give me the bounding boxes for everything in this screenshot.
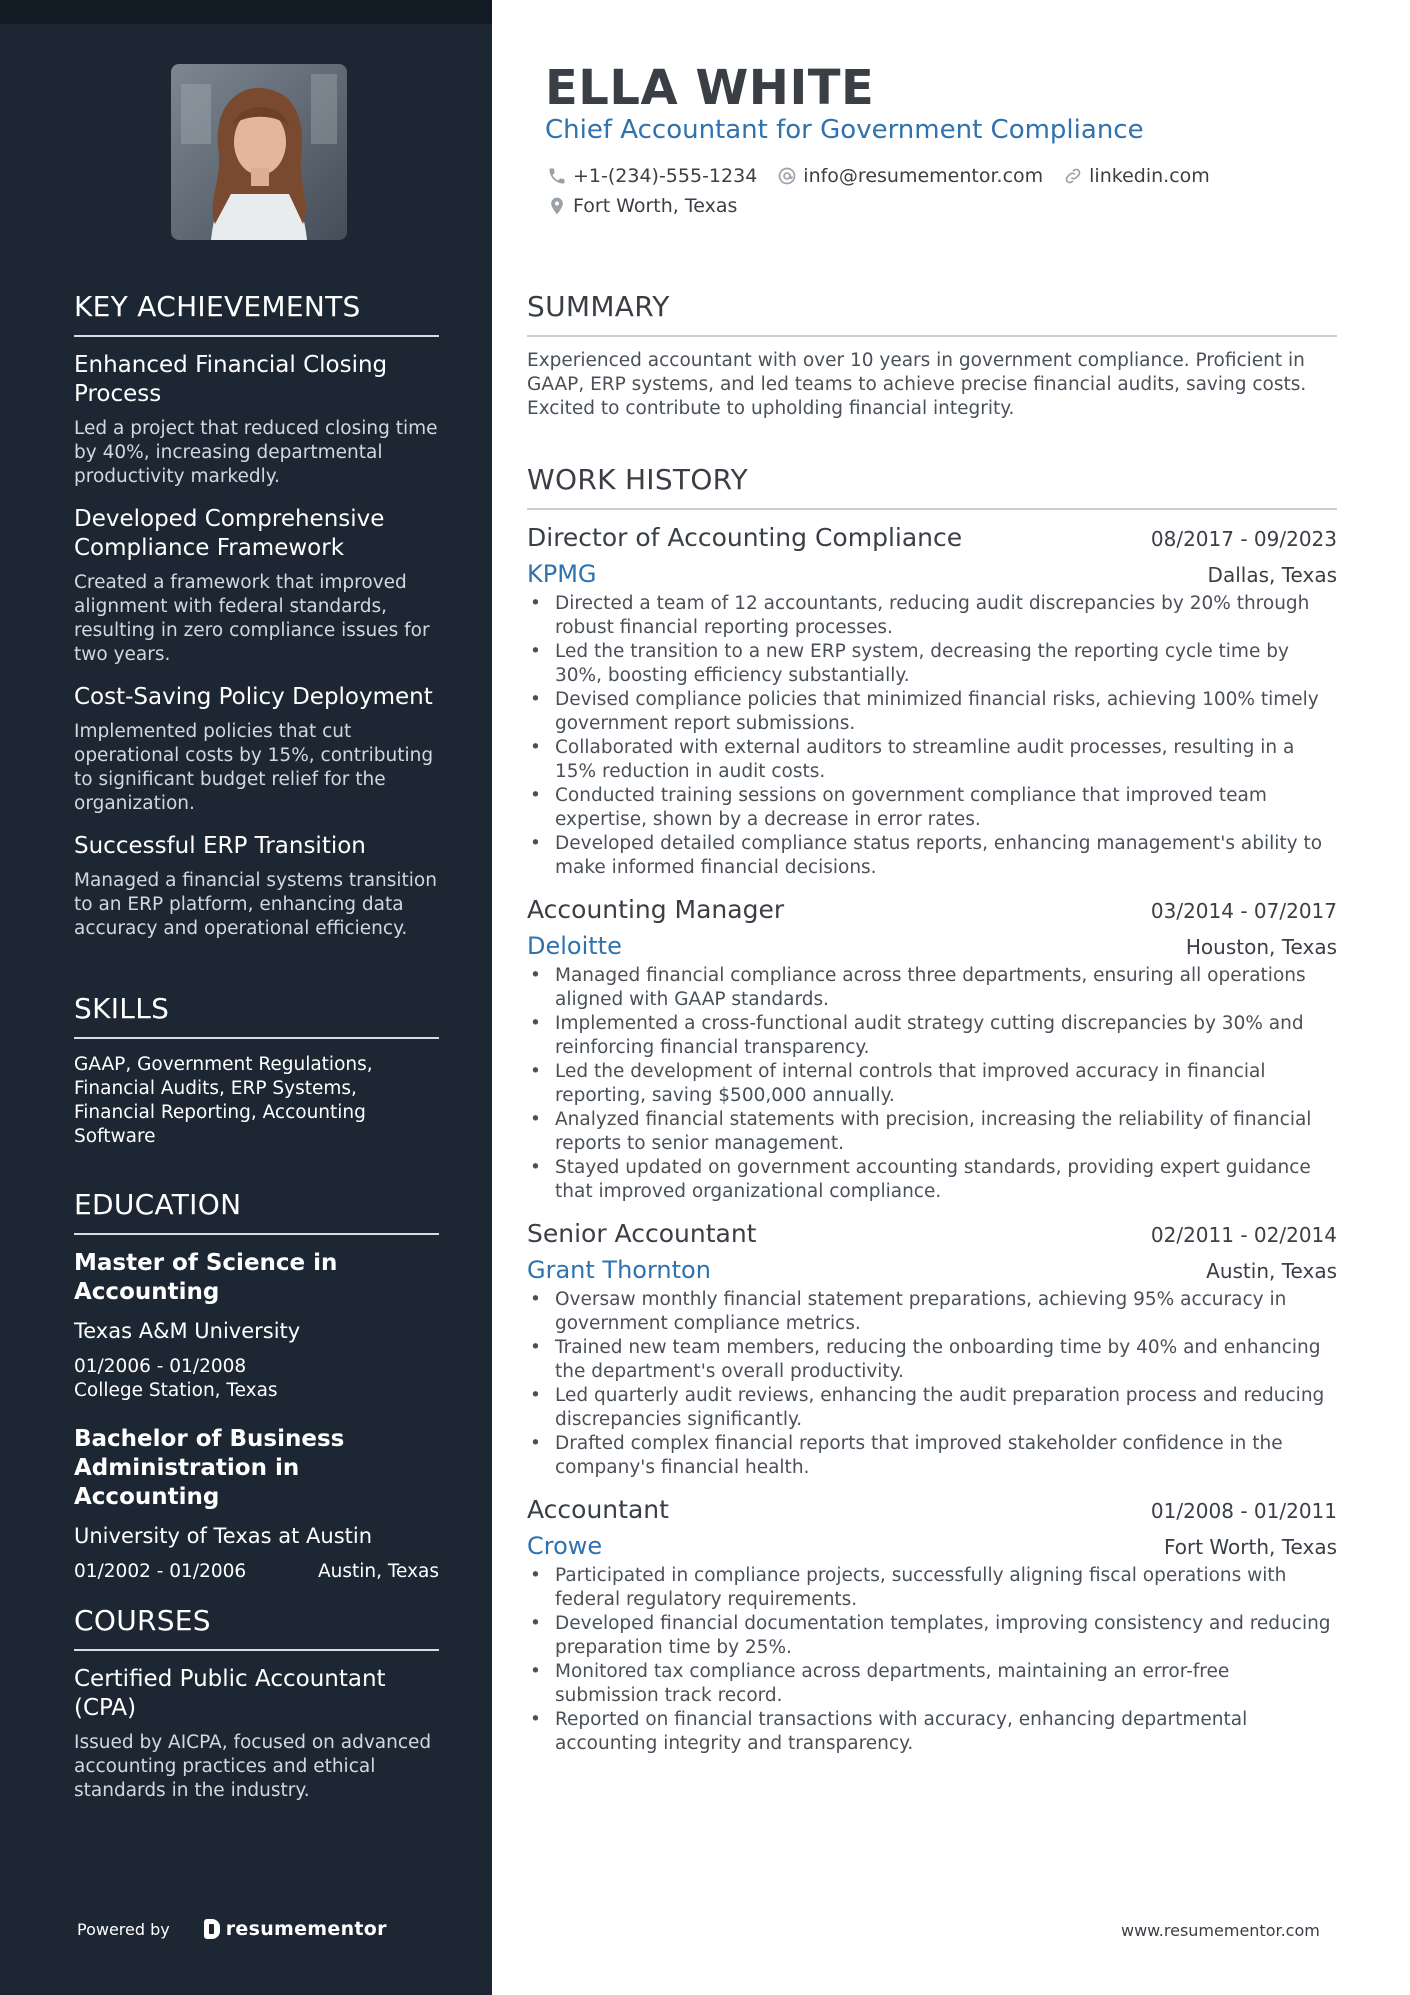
education-dates: 01/2006 - 01/2008 [74, 1356, 247, 1377]
linkedin-text: linkedin.com [1089, 165, 1210, 187]
achievement-desc: Implemented policies that cut operational costs by 15%, contributing to significant budget relief for the organization. [74, 721, 434, 814]
job-bullet: • Reported on financial transactions with accuracy, enhancing departmental accounting integrity and transparency. [527, 1708, 1337, 1756]
job-bullet: • Implemented a cross-functional audit strategy cutting discrepancies by 30% and reinforcing financial transparency. [527, 1012, 1337, 1060]
education-item [74, 1425, 439, 1584]
achievement-item [74, 505, 439, 667]
skills-section [74, 992, 439, 1149]
powered-by [77, 1918, 387, 1940]
job-bullet: • Developed financial documentation templates, improving consistency and reducing preparation time by 25%. [527, 1612, 1337, 1660]
job-location: Fort Worth, Texas [1163, 1535, 1337, 1559]
education-item [74, 1249, 439, 1403]
sidebar [0, 0, 492, 1995]
job-bullet: • Developed detailed compliance status reports, enhancing management's ability to make informed financial decisions. [527, 832, 1337, 880]
brand-name: resumementor [225, 1918, 387, 1940]
job-bullets [527, 1564, 1337, 1756]
achievement-title: Enhanced Financial Closing Process [74, 352, 388, 407]
job-title: Senior Accountant [527, 1219, 757, 1248]
footer-url[interactable]: www.resumementor.com [1121, 1921, 1320, 1940]
job-dates: 03/2014 - 07/2017 [1150, 899, 1337, 923]
contact-phone[interactable] [547, 164, 757, 188]
job-bullet: • Managed financial compliance across three departments, ensuring all operations aligned with GAAP standards. [527, 964, 1337, 1012]
job-company: Grant Thornton [527, 1256, 711, 1284]
job-bullet: • Participated in compliance projects, successfully aligning fiscal operations with federal regulatory requirements. [527, 1564, 1337, 1612]
achievement-title: Successful ERP Transition [74, 833, 366, 859]
job-bullet: • Drafted complex financial reports that improved stakeholder confidence in the company's financial health. [527, 1432, 1337, 1480]
candidate-title: Chief Accountant for Government Compliance [545, 115, 1144, 145]
course-desc: Issued by AICPA, focused on advanced accounting practices and ethical standards in the industry. [74, 1732, 432, 1801]
job-company: Deloitte [527, 932, 622, 960]
location-text: Fort Worth, Texas [573, 195, 738, 217]
achievement-desc: Created a framework that improved alignment with federal standards, resulting in zero compliance issues for two years. [74, 572, 430, 665]
work-history-section [527, 463, 1337, 1770]
job-location: Austin, Texas [1206, 1259, 1337, 1283]
skills-list: GAAP, Government Regulations, Financial Audits, ERP Systems, Financial Reporting, Accounting Software [74, 1054, 373, 1147]
job-bullet: • Devised compliance policies that minimized financial risks, achieving 100% timely government report submissions. [527, 688, 1337, 736]
job-dates: 01/2008 - 01/2011 [1150, 1499, 1337, 1523]
brand-logo[interactable] [204, 1918, 387, 1940]
course-item [74, 1665, 439, 1803]
job-entry [527, 894, 1337, 1204]
skills-heading: SKILLS [74, 992, 439, 1039]
job-entry [527, 1494, 1337, 1756]
achievements-heading: KEY ACHIEVEMENTS [74, 290, 439, 337]
education-heading: EDUCATION [74, 1188, 439, 1235]
job-bullet: • Oversaw monthly financial statement preparations, achieving 95% accuracy in government compliance metrics. [527, 1288, 1337, 1336]
education-location: Austin, Texas [317, 1561, 439, 1582]
brand-logo-icon [204, 1919, 220, 1939]
job-location: Dallas, Texas [1207, 563, 1337, 587]
link-icon [1063, 166, 1083, 186]
job-bullet: • Analyzed financial statements with precision, increasing the reliability of financial reports to senior management. [527, 1108, 1337, 1156]
education-school: University of Texas at Austin [74, 1524, 373, 1548]
summary-section [527, 290, 1337, 421]
contact-location [547, 194, 737, 218]
job-entry [527, 522, 1337, 880]
email-text: info@resumementor.com [803, 165, 1044, 187]
summary-text: Experienced accountant with over 10 years in government compliance. Proficient in GAAP, ERP systems, and led teams to achieve precise financial audits, saving costs. Excited to contribute to upholding financial integrity. [527, 350, 1307, 419]
job-bullet: • Monitored tax compliance across departments, maintaining an error-free submission track record. [527, 1660, 1337, 1708]
job-company: KPMG [527, 560, 597, 588]
job-title: Accounting Manager [527, 895, 785, 924]
education-location: College Station, Texas [74, 1380, 278, 1401]
work-history-heading: WORK HISTORY [527, 463, 1337, 510]
education-degree: Bachelor of Business Administration in Accounting [74, 1426, 345, 1510]
job-location: Houston, Texas [1185, 935, 1337, 959]
courses-section [74, 1604, 439, 1803]
education-school: Texas A&M University [74, 1319, 301, 1343]
phone-text: +1-(234)-555-1234 [573, 165, 758, 187]
contact-info [547, 164, 1327, 218]
achievement-desc: Led a project that reduced closing time by 40%, increasing departmental productivity markedly. [74, 418, 438, 487]
job-bullet: • Conducted training sessions on government compliance that improved team expertise, shown by a decrease in error rates. [527, 784, 1337, 832]
job-bullets [527, 592, 1337, 880]
achievement-title: Cost-Saving Policy Deployment [74, 684, 433, 710]
education-degree: Master of Science in Accounting [74, 1250, 338, 1305]
candidate-name: ELLA WHITE [545, 60, 875, 116]
courses-heading: COURSES [74, 1604, 439, 1651]
job-title: Accountant [527, 1495, 669, 1524]
achievement-title: Developed Comprehensive Compliance Framework [74, 506, 385, 561]
job-bullet: • Led the transition to a new ERP system, decreasing the reporting cycle time by 30%, boosting efficiency substantially. [527, 640, 1337, 688]
job-bullet: • Trained new team members, reducing the onboarding time by 40% and enhancing the department's overall productivity. [527, 1336, 1337, 1384]
job-bullet: • Led quarterly audit reviews, enhancing the audit preparation process and reducing discrepancies significantly. [527, 1384, 1337, 1432]
profile-photo [171, 64, 347, 240]
job-bullet: • Directed a team of 12 accountants, reducing audit discrepancies by 20% through robust financial reporting processes. [527, 592, 1337, 640]
sidebar-top-bar [0, 0, 492, 24]
achievement-item [74, 832, 439, 941]
job-entry [527, 1218, 1337, 1480]
job-dates: 02/2011 - 02/2014 [1150, 1223, 1337, 1247]
location-pin-icon [547, 196, 567, 216]
contact-linkedin[interactable] [1063, 164, 1210, 188]
contact-email[interactable] [777, 164, 1043, 188]
job-title: Director of Accounting Compliance [527, 523, 963, 552]
achievement-item [74, 351, 439, 489]
summary-heading: SUMMARY [527, 290, 1337, 337]
achievement-item [74, 683, 439, 816]
achievement-desc: Managed a financial systems transition to an ERP platform, enhancing data accuracy and operational efficiency. [74, 870, 437, 939]
job-bullet: • Collaborated with external auditors to streamline audit processes, resulting in a 15% reduction in audit costs. [527, 736, 1337, 784]
job-bullets [527, 964, 1337, 1204]
job-dates: 08/2017 - 09/2023 [1150, 527, 1337, 551]
education-dates: 01/2002 - 01/2006 [74, 1561, 247, 1582]
phone-icon [547, 166, 567, 186]
job-bullets [527, 1288, 1337, 1480]
achievements-section [74, 290, 439, 957]
powered-by-label: Powered by [77, 1919, 170, 1939]
job-bullet: • Led the development of internal controls that improved accuracy in financial reporting, saving $500,000 annually. [527, 1060, 1337, 1108]
at-icon [777, 166, 797, 186]
job-bullet: • Stayed updated on government accounting standards, providing expert guidance that improved organizational compliance. [527, 1156, 1337, 1204]
job-company: Crowe [527, 1532, 603, 1560]
course-title: Certified Public Accountant (CPA) [74, 1666, 386, 1721]
education-section [74, 1188, 439, 1584]
